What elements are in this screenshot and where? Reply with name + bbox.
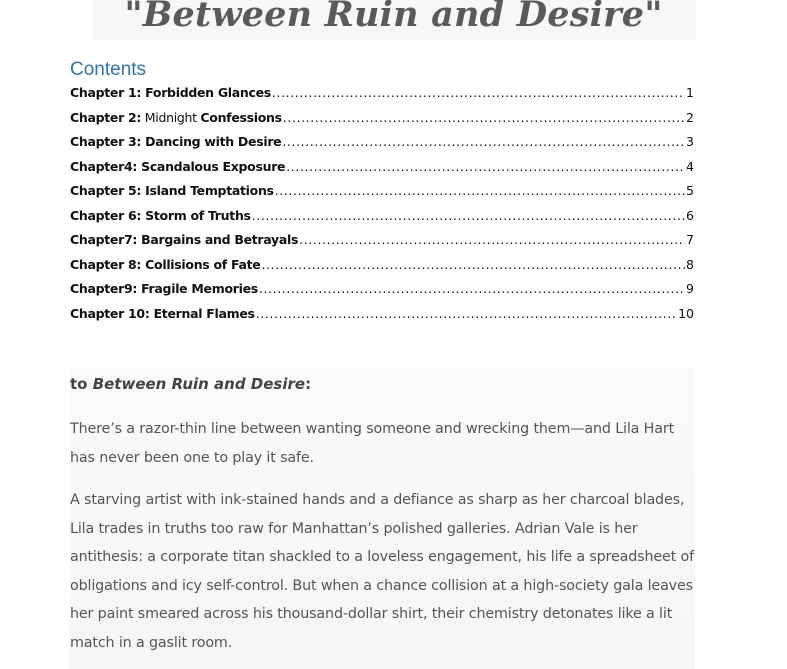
table-of-contents bbox=[70, 85, 694, 330]
toc-leader-dots bbox=[286, 159, 685, 174]
document-title: "Between Ruin and Desire" bbox=[124, 0, 663, 35]
toc-entry[interactable] bbox=[70, 85, 694, 110]
toc-entry-label: Chapter 6: Storm of Truths bbox=[70, 207, 251, 223]
toc-leader-dots bbox=[261, 257, 685, 272]
toc-leader-dots bbox=[283, 110, 685, 125]
toc-heading: Contents bbox=[70, 59, 147, 80]
toc-entry-page: 5 bbox=[686, 183, 694, 198]
toc-entry-page: 10 bbox=[678, 305, 694, 321]
toc-entry[interactable] bbox=[70, 281, 694, 306]
toc-entry-label: Chapter9: Fragile Memories bbox=[70, 281, 258, 296]
toc-entry-page: 7 bbox=[686, 232, 694, 247]
toc-entry[interactable] bbox=[70, 232, 694, 257]
toc-entry-page: 8 bbox=[686, 256, 694, 272]
toc-leader-dots bbox=[252, 208, 685, 223]
body-paragraph: There’s a razor-thin line between wanting someone and wrecking them—and Lila Hart has never been one to play it safe. bbox=[70, 421, 675, 466]
toc-entry-label bbox=[70, 110, 282, 125]
intro-suffix: : bbox=[305, 375, 312, 393]
toc-entry-label: Chapter 3: Dancing with Desire bbox=[70, 134, 282, 149]
toc-entry-label-part: Chapter 2: bbox=[70, 109, 142, 125]
toc-entry-label: Chapter7: Bargains and Betrayals bbox=[70, 232, 299, 247]
body-paragraph: A starving artist with ink-stained hands and a defiance as sharp as her charcoal blades, Lila trades in truths too raw for Manhattan’s polished galleries. Adrian Vale is her antithesis: a corporate titan shackled to a loveless engagement, his life a spreadsheet of obligations and icy self-control. But when a chance collision at a high-society gala leaves her paint smeared across his thousand-dollar shirt, their chemistry detonates like a lit match in a gaslit room. bbox=[70, 492, 694, 651]
toc-leader-dots bbox=[259, 281, 685, 296]
intro-book-title: Between Ruin and Desire bbox=[92, 375, 306, 393]
toc-entry-page: 2 bbox=[686, 109, 694, 125]
intro-prefix: to bbox=[70, 375, 93, 393]
toc-entry[interactable] bbox=[70, 208, 694, 233]
toc-entry[interactable] bbox=[70, 306, 694, 331]
toc-leader-dots bbox=[272, 85, 685, 100]
toc-entry[interactable] bbox=[70, 183, 694, 208]
toc-entry-page: 3 bbox=[686, 134, 694, 149]
intro-heading bbox=[70, 375, 311, 393]
toc-leader-dots bbox=[299, 232, 685, 247]
toc-entry-page: 1 bbox=[686, 85, 694, 100]
toc-entry[interactable] bbox=[70, 134, 694, 159]
toc-leader-dots bbox=[282, 134, 685, 149]
toc-entry-label-part: Midnight bbox=[141, 109, 201, 125]
toc-entry-label-part: Confessions bbox=[200, 109, 282, 125]
toc-entry[interactable] bbox=[70, 110, 694, 135]
toc-entry-label: Chapter 5: Island Temptations bbox=[70, 183, 274, 198]
toc-entry-label: Chapter 1: Forbidden Glances bbox=[70, 85, 271, 100]
toc-entry-label: Chapter4: Scandalous Exposure bbox=[70, 158, 286, 174]
toc-entry-label: Chapter 10: Eternal Flames bbox=[70, 305, 255, 321]
toc-entry-page: 9 bbox=[686, 281, 694, 296]
toc-entry-page: 6 bbox=[686, 207, 694, 223]
toc-entry-page: 4 bbox=[686, 158, 694, 174]
toc-entry-label: Chapter 8: Collisions of Fate bbox=[70, 256, 261, 272]
toc-entry[interactable] bbox=[70, 159, 694, 184]
toc-leader-dots bbox=[256, 306, 677, 321]
toc-leader-dots bbox=[275, 183, 685, 198]
toc-entry[interactable] bbox=[70, 257, 694, 282]
